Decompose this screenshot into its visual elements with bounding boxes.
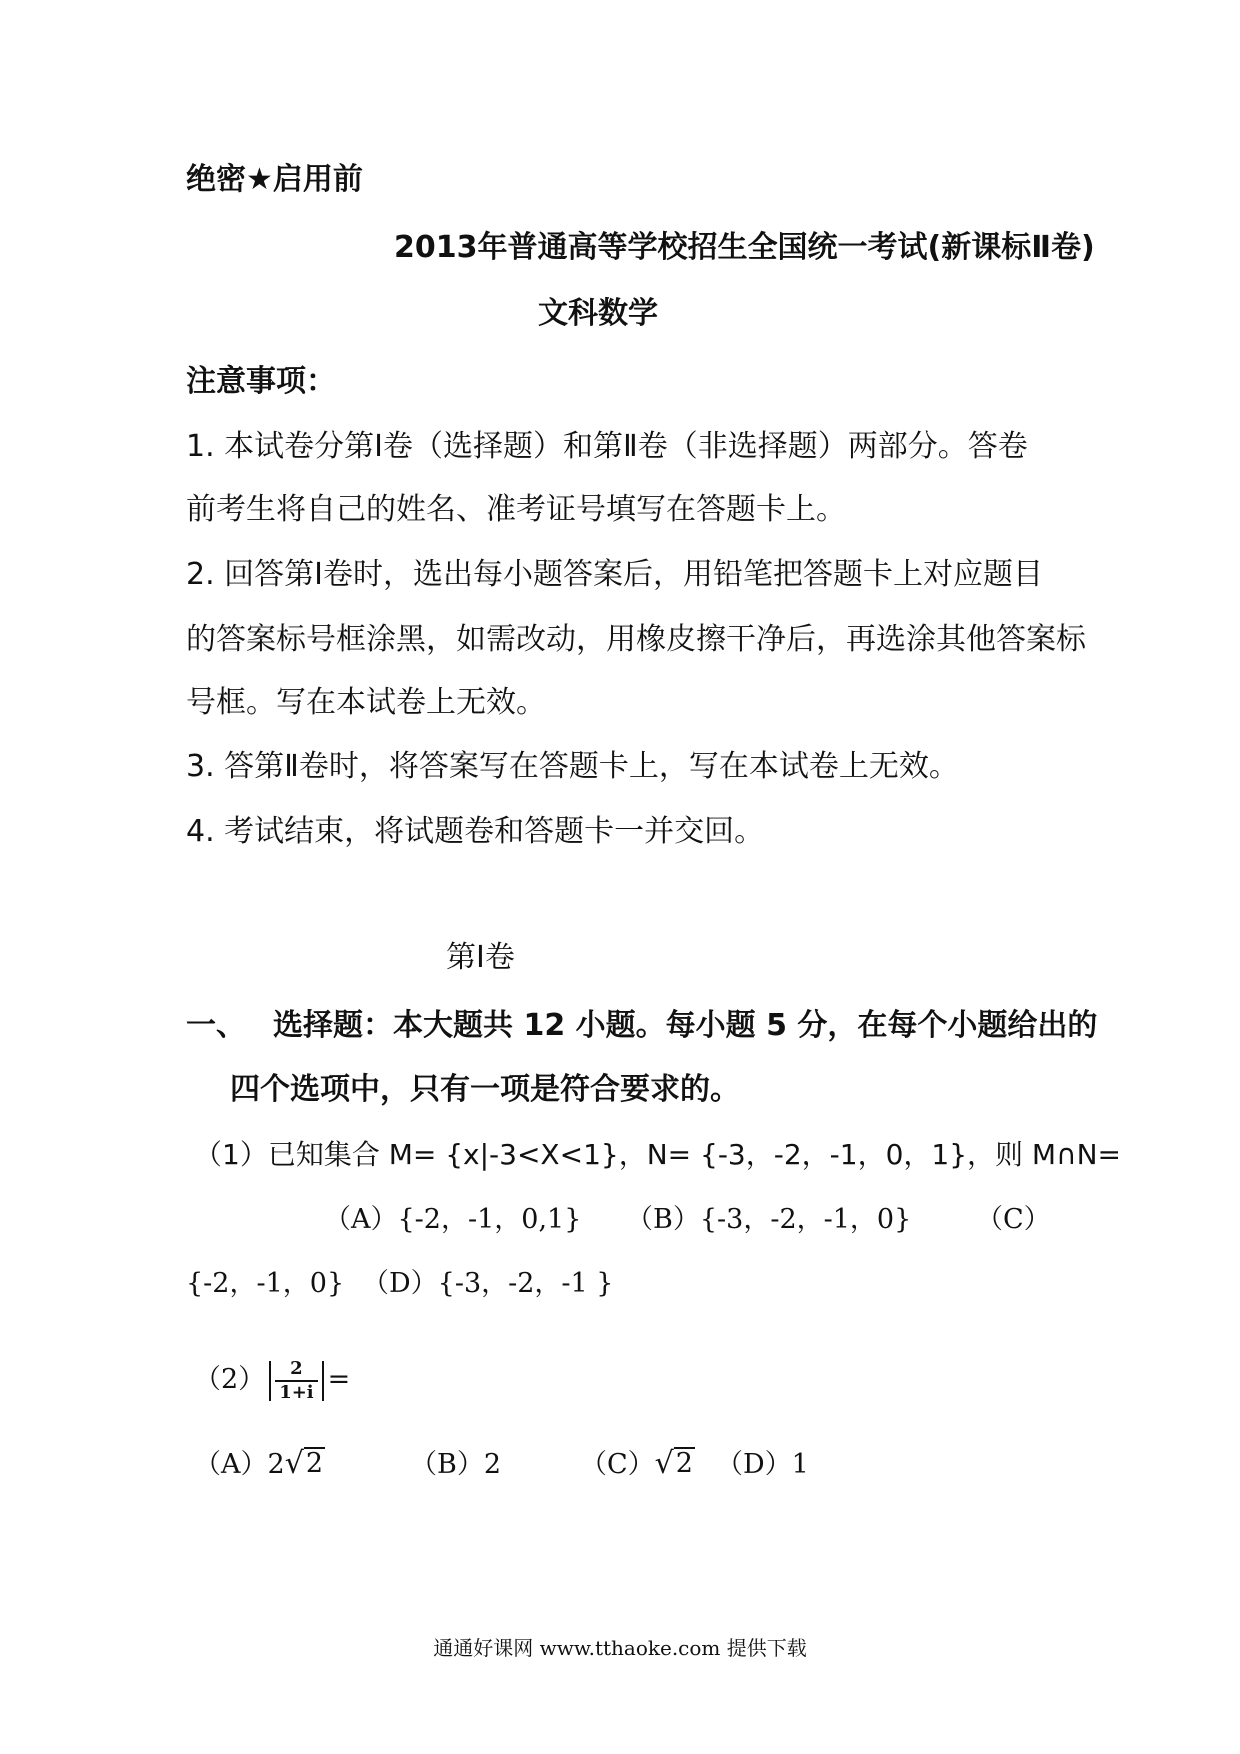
- q2-option-a-label: （A）: [194, 1449, 268, 1480]
- q2-option-c: [580, 1445, 695, 1485]
- q1-option-c-label: （C）: [976, 1204, 1051, 1235]
- subject-title: 文科数学: [538, 296, 658, 331]
- abs-bar-right: [322, 1361, 324, 1401]
- part1-heading: 第Ⅰ卷: [446, 940, 515, 975]
- note-item-2-line-1: 2. 回答第Ⅰ卷时，选出每小题答案后，用铅笔把答题卡上对应题目: [186, 557, 1044, 592]
- note-item-3: 3. 答第Ⅱ卷时，将答案写在答题卡上，写在本试卷上无效。: [186, 749, 959, 784]
- q2-fraction: [275, 1359, 317, 1403]
- secret-label: 绝密★启用前: [186, 162, 363, 197]
- note-item-2-line-2: 的答案标号框涂黑，如需改动，用橡皮擦干净后，再选涂其他答案标: [186, 622, 1086, 657]
- q2-option-a: [194, 1445, 325, 1485]
- page-footer: 通通好课网 www.tthaoke.com 提供下载: [433, 1636, 807, 1660]
- q2-option-c-label: （C）: [580, 1449, 655, 1480]
- section-number: 一、: [186, 1008, 246, 1043]
- q2-number: （2）: [194, 1364, 266, 1395]
- note-item-2-line-3: 号框。写在本试卷上无效。: [186, 685, 546, 720]
- q2-stem: [194, 1350, 350, 1410]
- exam-title: 2013年普通高等学校招生全国统一考试(新课标Ⅱ卷): [394, 230, 1095, 265]
- q1-option-d: （D）{-3，-2，-1 }: [362, 1268, 614, 1299]
- q1-option-c-value: {-2，-1，0}: [186, 1268, 345, 1299]
- q2-equals: =: [327, 1364, 351, 1395]
- note-item-1-line-1: 1. 本试卷分第Ⅰ卷（选择题）和第Ⅱ卷（非选择题）两部分。答卷: [186, 429, 1028, 464]
- q2-option-a-sqrt: [285, 1447, 325, 1479]
- q2-option-a-radicand: 2: [305, 1448, 323, 1479]
- q2-option-c-radicand: 2: [675, 1448, 693, 1479]
- q1-option-a: （A）{-2，-1，0,1}: [324, 1204, 582, 1235]
- q2-option-c-sqrt: [655, 1447, 695, 1479]
- q2-fraction-denominator: 1+i: [275, 1380, 317, 1403]
- abs-bar-left: [269, 1361, 271, 1401]
- note-item-4: 4. 考试结束，将试题卷和答题卡一并交回。: [186, 814, 765, 849]
- notes-heading: 注意事项：: [186, 364, 336, 399]
- q1-option-b: （B）{-3，-2，-1，0}: [626, 1204, 912, 1235]
- q2-fraction-numerator: 2: [290, 1357, 303, 1379]
- note-item-1-line-2: 前考生将自己的姓名、准考证号填写在答题卡上。: [186, 492, 846, 527]
- q2-option-b: （B）2: [410, 1449, 502, 1480]
- q2-option-d: （D）1: [716, 1449, 809, 1480]
- sqrt-radical-icon: √: [654, 1446, 674, 1481]
- q1-stem: （1）已知集合 M= {x|-3<X<1}，N= {-3，-2，-1，0，1}，则 M∩N=: [194, 1138, 1121, 1171]
- q2-option-a-coef: 2: [267, 1449, 285, 1480]
- section-line-2: 四个选项中，只有一项是符合要求的。: [230, 1072, 740, 1107]
- section-line-1: 选择题：本大题共 12 小题。每小题 5 分，在每个小题给出的: [273, 1008, 1098, 1043]
- sqrt-radical-icon: √: [284, 1446, 304, 1481]
